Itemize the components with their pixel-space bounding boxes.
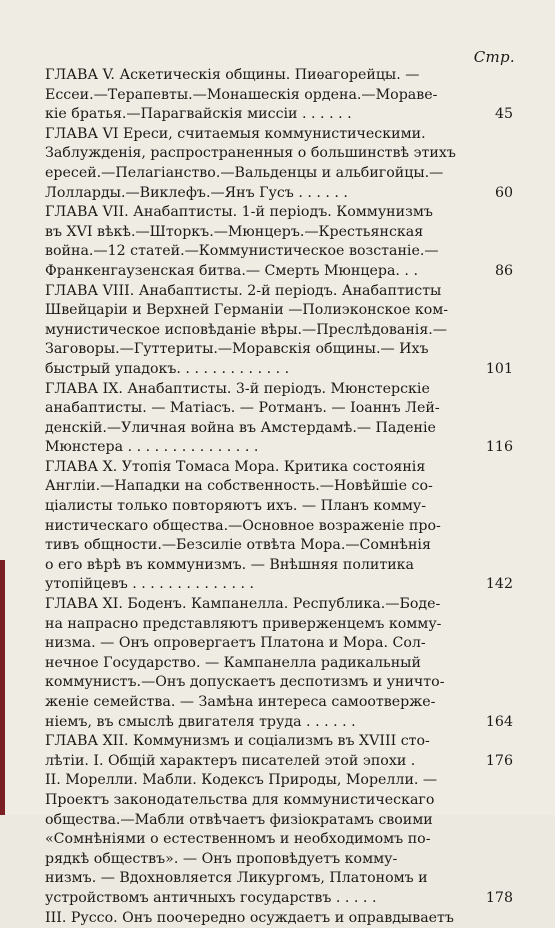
toc-entry-line: война.—12 статей.—Коммунистическое возстаніе.— (45, 243, 439, 260)
toc-entry-line: ГЛАВА XI. Боденъ. Кампанелла. Республика.—Боде- (45, 596, 441, 613)
toc-entry-line: III. Руссо. Онъ поочередно осуждаетъ и оправдываетъ (45, 909, 454, 926)
toc-entry-line: ГЛАВА VII. Анабаптисты. 1-й періодъ. Коммунизмъ (45, 204, 433, 221)
toc-entry-line: нечное Государство. — Кампанелла радикальный (45, 654, 421, 671)
toc-entry-line: Англіи.—Нападки на собственность.—Новѣйшіе со- (45, 478, 433, 495)
toc-entry-line: въ XVI вѣкѣ.—Шторкъ.—Мюнцеръ.—Крестьянская (45, 223, 424, 240)
toc-entry (45, 282, 513, 380)
toc-entry-line: на напрасно представляютъ приверженцемъ комму- (45, 615, 442, 632)
toc-page-number: 116 (485, 439, 513, 456)
toc-entry (45, 203, 513, 281)
toc-entry-line: Заговоры.—Гуттериты.—Моравскія общины.— Ихъ (45, 341, 429, 358)
toc-entry-line: «Сомнѣніями о естественномъ и необходимомъ по- (45, 831, 431, 848)
toc-entry (45, 380, 513, 458)
toc-entry-line: быстрый упадокъ. . . . . . . . . . . . . (45, 360, 290, 377)
toc-entry-line: Заблужденія, распространенныя о большинствѣ этихъ (45, 145, 456, 162)
toc-entry-line: анабаптисты. — Матіасъ. — Ротманъ. — Іоаннъ Лей- (45, 400, 440, 417)
toc-page-number: 60 (494, 184, 513, 201)
toc-entry (45, 771, 513, 908)
toc-entry-line: женіе семейства. — Замѣна интереса самоотверже- (45, 694, 436, 710)
toc-entry-line: кіе братья.—Парагвайскія миссіи . . . . . . (45, 106, 352, 123)
toc-entry-line: устройствомъ античныхъ государствъ . . . . . (45, 889, 377, 906)
toc-entry (45, 595, 513, 732)
toc-entry-line: ГЛАВА VI Ереси, считаемыя коммунистическими. (45, 125, 426, 142)
toc-page-number: 142 (485, 576, 513, 593)
toc-entry-line: мунистическое исповѣданіе вѣры.—Преслѣдованія.— (45, 321, 447, 338)
toc-entry-line: коммунистъ.—Онъ допускаетъ деспотизмъ и уничто- (45, 674, 445, 691)
page-column-label: Стр. (473, 48, 515, 66)
toc-entry-line: ГЛАВА IX. Анабаптисты. 3-й періодъ. Мюнстерскіе (45, 380, 430, 397)
toc-page-number: 45 (494, 106, 513, 123)
toc-entry-line: II. Морелли. Мабли. Кодексъ Природы, Морелли. — (45, 772, 438, 789)
binding-edge (0, 560, 5, 815)
toc-entry-line: тивъ общности.—Безсиліе отвѣта Мора.—Сомнѣнія (45, 537, 431, 554)
toc-entry (45, 66, 513, 125)
toc-entry (45, 732, 513, 771)
toc-entry-line: Лолларды.—Виклефъ.—Янъ Гусъ . . . . . . (45, 184, 348, 201)
toc-entry-line: Ессеи.—Терапевты.—Монашескія ордена.—Мораве- (45, 86, 438, 103)
toc-page-number: 164 (485, 713, 513, 730)
toc-entry (45, 458, 513, 595)
toc-entry-line: Проектъ законодательства для коммунистическаго (45, 791, 435, 808)
toc-page-number: 101 (485, 360, 513, 377)
toc-page-number: 86 (494, 262, 513, 279)
toc-entry-line: ГЛАВА VIII. Анабаптисты. 2-й періодъ. Анабаптисты (45, 282, 442, 299)
toc-entry-line: ересей.—Пелагіанство.—Вальденцы и альбигойцы.— (45, 164, 444, 181)
toc-entry-line: Франкенгаузенская битва.— Смерть Мюнцера. . . (45, 262, 418, 279)
toc-entry-line: рядкѣ обществъ». — Онъ проповѣдуетъ комму- (45, 850, 398, 867)
toc-entry-line: лѣтіи. I. Общій характеръ писателей этой эпохи . (45, 752, 416, 769)
toc-entry-line: общества.—Мабли отвѣчаетъ физіократамъ своими (45, 811, 433, 828)
toc-entry-line: Мюнстера . . . . . . . . . . . . . . . (45, 439, 259, 456)
toc-entry-line: утопійцевъ . . . . . . . . . . . . . . (45, 576, 254, 593)
table-of-contents (45, 66, 513, 928)
toc-entry-line: ГЛАВА XII. Коммунизмъ и соціализмъ въ XVIII сто- (45, 733, 430, 750)
toc-entry-line: низма. — Онъ опровергаетъ Платона и Мора. Сол- (45, 635, 426, 652)
toc-page-number: 176 (485, 752, 513, 769)
toc-entry-line: ціалисты только повторяютъ ихъ. — Планъ комму- (45, 498, 427, 515)
toc-entry-line: денскій.—Уличная война въ Амстердамѣ.— Паденіе (45, 419, 436, 436)
toc-entry-line: ніемъ, въ смыслѣ двигателя труда . . . . . . (45, 713, 356, 730)
toc-entry-line: ГЛАВА X. Утопія Томаса Мора. Критика состоянія (45, 458, 426, 475)
toc-entry-line: нистическаго общества.—Основное возраженіе про- (45, 517, 441, 534)
toc-entry (45, 909, 513, 928)
toc-entry-line: о его вѣрѣ въ коммунизмъ. — Внѣшняя политика (45, 556, 414, 573)
toc-entry-line: Швейцаріи и Верхней Германіи —Полиэконское ком- (45, 302, 449, 319)
toc-entry (45, 125, 513, 203)
toc-entry-line: низмъ. — Вдохновляется Ликургомъ, Платономъ и (45, 870, 428, 887)
toc-entry-line: ГЛАВА V. Аскетическія общины. Пиѳагорейцы. — (45, 67, 420, 83)
toc-page-number: 178 (485, 889, 513, 906)
